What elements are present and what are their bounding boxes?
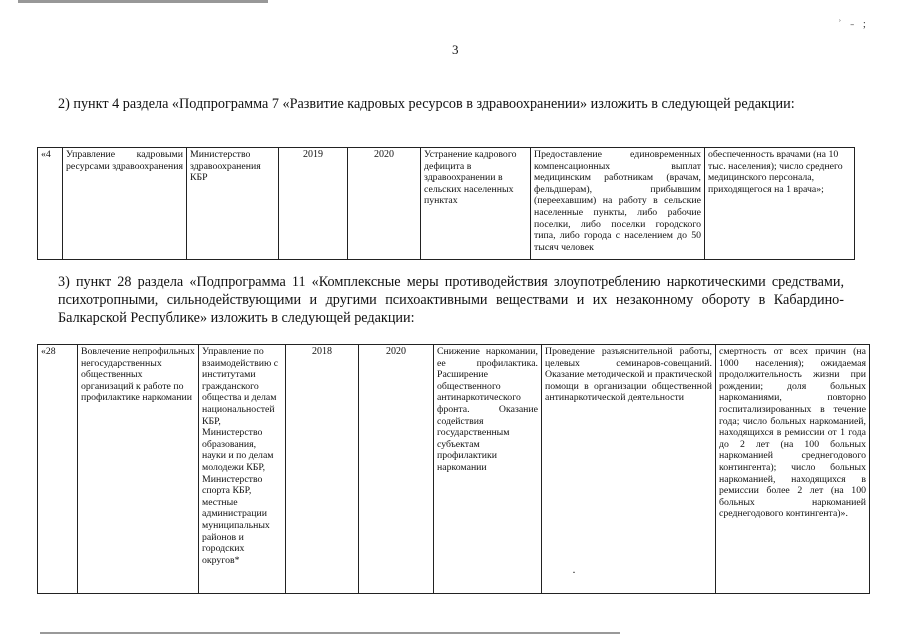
scan-artifact-bottom — [40, 632, 620, 634]
cell-result: Устранение кадрового дефицита в здравоохранении в сельских населенных пунктах — [421, 148, 531, 260]
cell-executor: Управление по взаимодействию с институтами гражданского общества и делам национальностей КБР, Министерство образования, науки и по делам молодежи КБР, Министерство спорта КБР, местные администрации муниципальных районов и городских округов* — [199, 345, 286, 594]
activity-mark: · — [572, 565, 576, 580]
table-subprogram-7 — [37, 147, 855, 260]
cell-indicators: обеспеченность врачами (на 10 тыс. населения); число среднего медицинского персонала, приходящегося на 1 врача»; — [705, 148, 855, 260]
cell-end-year: 2020 — [359, 345, 434, 594]
cell-result: Снижение наркомании, ее профилактика. Расширение общественного антинаркотического фронта. Оказание содействия государственным субъектам профилактики наркомании — [434, 345, 542, 594]
cell-end-year: 2020 — [348, 148, 421, 260]
cell-activity — [542, 345, 716, 594]
scan-artifact-top — [18, 0, 268, 3]
cell-indicators: смертность от всех причин (на 1000 населения); ожидаемая продолжительность жизни при рождении; доля больных наркоманиями, повторно госпитализированных в течение года; число больных наркоманией, находящихся в ремиссии от 1 года до 2 лет (на 100 больных наркоманией среднегодового контингента); число больных наркоманией, находящихся в ремиссии более 2 лет (на 100 больных наркоманией среднегодового контингента)». — [716, 345, 870, 594]
cell-start-year: 2018 — [286, 345, 359, 594]
cell-title: Управление кадровыми ресурсами здравоохранения — [63, 148, 187, 260]
cell-title: Вовлечение непрофильных негосударственных общественных организаций к работе по профилактике наркомании — [78, 345, 199, 594]
corner-mark: ʾ ˗ ; — [838, 18, 869, 30]
table-row — [38, 345, 870, 594]
table-row — [38, 148, 855, 260]
cell-activity: Предоставление единовременных компенсационных выплат медицинским работникам (врачам, фельдшерам), прибывшим (переехавшим) на работу в сельские населенные пункты, либо рабочие поселки, либо поселки городского типа, либо города с населением до 50 тысяч человек — [531, 148, 705, 260]
page-number: 3 — [452, 42, 459, 57]
cell-executor: Министерство здравоохранения КБР — [187, 148, 279, 260]
paragraph-item-2: 2) пункт 4 раздела «Подпрограмма 7 «Развитие кадровых ресурсов в здравоохранении» изложить в следующей редакции: — [58, 96, 795, 112]
activity-text: Проведение разъяснительной работы, целевых семинаров-совещаний. Оказание методической и практической помощи в организации общественной антинаркотической деятельности — [545, 346, 712, 404]
cell-start-year: 2019 — [279, 148, 348, 260]
paragraph-item-3: 3) пункт 28 раздела «Подпрограмма 11 «Комплексные меры противодействия злоупотреблению наркотическими средствами, психотропными, сильнодействующими и другими психоактивными веществами и их незаконному обороту в Кабардино-Балкарской Республике» изложить в следующей редакции: — [58, 274, 844, 326]
cell-num: «4 — [38, 148, 63, 260]
cell-num: «28 — [38, 345, 78, 594]
table-subprogram-11 — [37, 344, 870, 594]
